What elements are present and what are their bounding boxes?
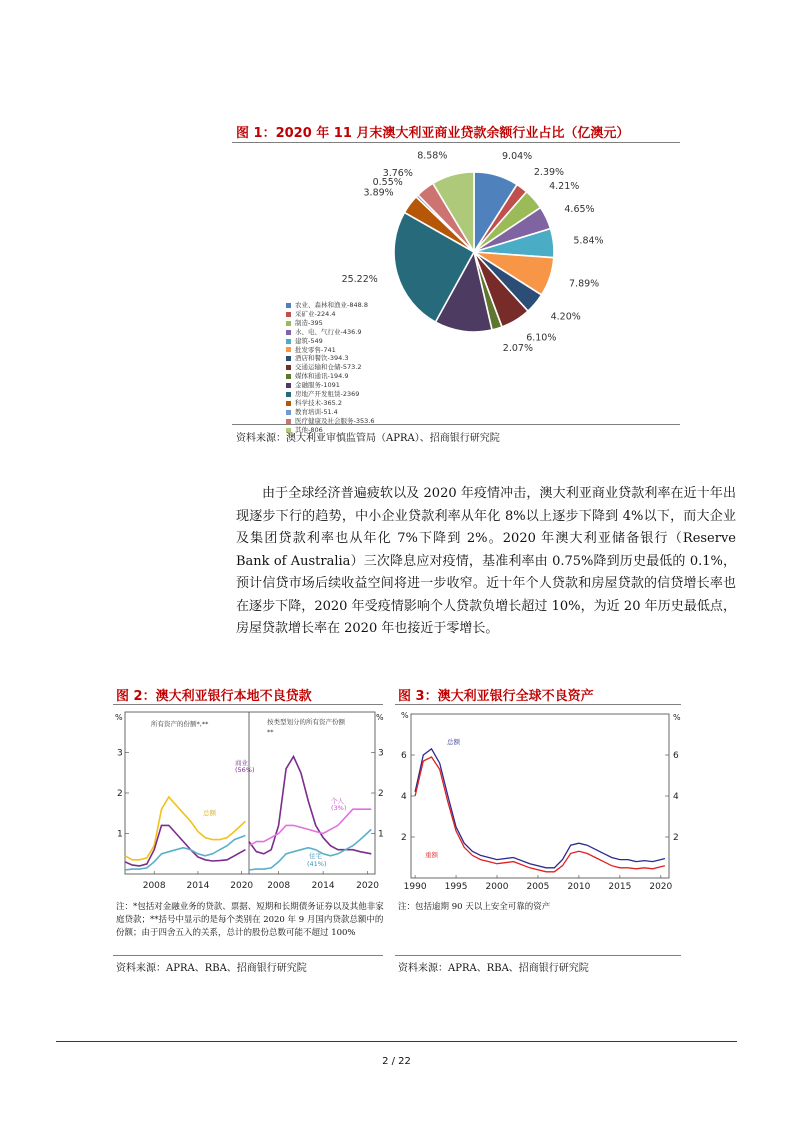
legend-item bbox=[286, 381, 374, 390]
figure2-source: 资料来源：APRA、RBA、招商银行研究院 bbox=[116, 963, 307, 974]
pie-pct-label: 5.84% bbox=[573, 235, 604, 247]
y-tick-label: 6 bbox=[401, 751, 407, 761]
pie-pct-label: 9.04% bbox=[502, 151, 533, 162]
x-tick-label: 2000 bbox=[485, 882, 509, 892]
figure2-note: 注：*包括对金融业务的贷款、票据、短期和长期债务证券以及其他非家庭贷款；**括号中显示的是每个类别在 2020 年 9 月国内贷款总额中的份额；由于四舍五入的关系，总计的股份总数可能不超过 100% bbox=[116, 902, 384, 938]
legend-item bbox=[286, 319, 374, 328]
series-line bbox=[249, 809, 371, 846]
y-tick-label: 3 bbox=[378, 748, 384, 759]
legend-label: 房地产开发租赁-2369 bbox=[295, 390, 360, 399]
figure3-source: 资料来源：APRA、RBA、招商银行研究院 bbox=[398, 963, 589, 974]
legend-label: 建筑-549 bbox=[295, 336, 323, 345]
fig2-right-subtitle: 按类型划分的所有资产份额 bbox=[267, 718, 345, 726]
fig2-label-personal-share: (3%) bbox=[331, 804, 347, 812]
svg-text:%: % bbox=[401, 711, 409, 720]
figure3-bottom-rule bbox=[395, 955, 681, 956]
x-tick-label: 2014 bbox=[311, 881, 335, 891]
figure2-title: 图 2：澳大利亚银行本地不良贷款 bbox=[116, 689, 312, 704]
pie-pct-label: 6.10% bbox=[526, 332, 557, 344]
legend-swatch bbox=[286, 419, 291, 424]
figure1-title: 图 1：2020 年 11 月末澳大利亚商业贷款余额行业占比（亿澳元） bbox=[236, 126, 630, 141]
x-tick-label: 2020 bbox=[230, 881, 254, 891]
pie-pct-label: 2.39% bbox=[533, 167, 565, 178]
y-tick-label: 4 bbox=[401, 792, 407, 802]
y-tick-label: 2 bbox=[378, 789, 384, 799]
pie-pct-label: 25.22% bbox=[341, 274, 378, 286]
legend-label: 批发零售-741 bbox=[295, 345, 336, 354]
legend-item bbox=[286, 310, 374, 319]
x-tick-label: 2008 bbox=[142, 881, 166, 891]
pie-pct-label: 4.21% bbox=[549, 181, 580, 192]
pie-pct-label: 4.20% bbox=[550, 311, 581, 323]
legend-item bbox=[286, 363, 374, 372]
legend-swatch bbox=[286, 356, 291, 361]
figure1-legend bbox=[286, 301, 374, 435]
svg-text:%: % bbox=[673, 713, 681, 722]
legend-label: 采矿业-224.4 bbox=[295, 309, 336, 318]
fig2-label-commercial-share: (56%) bbox=[235, 766, 255, 774]
x-tick-label: 2008 bbox=[267, 881, 291, 891]
legend-item bbox=[286, 328, 374, 337]
x-tick-label: 2015 bbox=[608, 882, 632, 892]
legend-swatch bbox=[286, 303, 291, 308]
fig2-left-subtitle-mark: *,** bbox=[196, 720, 209, 728]
legend-label: 农业、森林和渔业-848.8 bbox=[295, 301, 368, 309]
page-number: 2 / 22 bbox=[382, 1056, 411, 1067]
x-tick-label: 2014 bbox=[186, 881, 210, 891]
fig2-left-subtitle: 所有资产的份额 bbox=[151, 720, 197, 728]
legend-swatch bbox=[286, 330, 291, 335]
fig2-right-subtitle-mark: ** bbox=[267, 728, 274, 736]
legend-swatch bbox=[286, 365, 291, 370]
legend-swatch bbox=[286, 347, 291, 352]
figure3-top-rule bbox=[395, 704, 681, 705]
svg-text:%: % bbox=[115, 713, 123, 722]
y-tick-label: 3 bbox=[117, 748, 123, 759]
series-line bbox=[125, 797, 245, 860]
legend-item bbox=[286, 399, 374, 408]
series-line bbox=[415, 749, 665, 868]
legend-swatch bbox=[286, 383, 291, 388]
figure3-line-chart bbox=[395, 706, 685, 898]
legend-label: 制造-395 bbox=[295, 318, 323, 327]
legend-swatch bbox=[286, 401, 291, 406]
x-tick-label: 2005 bbox=[526, 882, 550, 892]
legend-label: 科学技术-365.2 bbox=[295, 398, 342, 407]
legend-label: 酒店和餐饮-394.3 bbox=[295, 354, 349, 363]
y-tick-label: 1 bbox=[378, 829, 384, 840]
pie-pct-label: 4.65% bbox=[564, 204, 595, 216]
footer-rule bbox=[56, 1041, 737, 1042]
fig2-label-commercial: 商业 bbox=[235, 759, 248, 767]
y-tick-label: 2 bbox=[401, 833, 407, 843]
fig2-label-housing-share: (41%) bbox=[307, 860, 327, 868]
legend-swatch bbox=[286, 392, 291, 397]
figure2-top-rule bbox=[113, 704, 383, 705]
legend-item bbox=[286, 301, 374, 310]
legend-item bbox=[286, 390, 374, 399]
fig2-label-total: 总额 bbox=[203, 809, 216, 817]
pie-pct-label: 2.07% bbox=[502, 342, 533, 354]
legend-label: 媒体和通讯-194.9 bbox=[295, 372, 349, 381]
figure3-note: 注：包括逾期 90 天以上安全可靠的资产 bbox=[398, 902, 551, 912]
figure1-top-rule bbox=[232, 142, 680, 143]
svg-text:%: % bbox=[376, 713, 384, 722]
pie-pct-label: 7.89% bbox=[569, 278, 600, 290]
y-tick-label: 4 bbox=[673, 792, 679, 802]
x-tick-label: 1995 bbox=[444, 882, 468, 892]
legend-item bbox=[286, 354, 374, 363]
legend-label: 教育培训-51.4 bbox=[295, 407, 338, 416]
fig3-label-heavy: 重额 bbox=[425, 851, 438, 859]
y-tick-label: 2 bbox=[117, 789, 123, 799]
x-tick-label: 2020 bbox=[356, 881, 380, 891]
legend-swatch bbox=[286, 410, 291, 415]
figure2-bottom-rule bbox=[113, 955, 383, 956]
figure1-bottom-rule bbox=[232, 424, 680, 425]
figure2-line-chart bbox=[113, 708, 385, 900]
legend-swatch bbox=[286, 374, 291, 379]
legend-label: 交通运输和仓储-573.2 bbox=[295, 363, 362, 372]
legend-label: 医疗健康及社会服务-353.6 bbox=[295, 416, 375, 425]
svg-text:所有资产的份额*,** bbox=[151, 719, 209, 728]
pie-pct-label: 0.55% bbox=[372, 176, 403, 188]
legend-label: 水、电、气行业-436.9 bbox=[295, 327, 362, 336]
legend-label: 金融服务-1091 bbox=[295, 381, 340, 390]
figure3-title: 图 3：澳大利亚银行全球不良资产 bbox=[398, 689, 594, 704]
legend-swatch bbox=[286, 312, 291, 317]
y-tick-label: 1 bbox=[117, 829, 123, 840]
legend-label: 其他-806 bbox=[295, 425, 323, 434]
fig2-label-housing: 住宅 bbox=[309, 852, 322, 860]
legend-item bbox=[286, 372, 374, 381]
legend-item bbox=[286, 337, 374, 346]
pie-pct-label: 3.89% bbox=[363, 187, 394, 199]
y-tick-label: 2 bbox=[673, 833, 679, 843]
fig3-label-total: 总额 bbox=[447, 738, 460, 746]
legend-swatch bbox=[286, 321, 291, 326]
x-tick-label: 2020 bbox=[649, 882, 673, 892]
legend-swatch bbox=[286, 339, 291, 344]
legend-item bbox=[286, 408, 374, 417]
y-tick-label: 6 bbox=[673, 751, 679, 761]
pie-pct-label: 3.76% bbox=[382, 167, 413, 179]
figure1-source: 资料来源：澳大利亚审慎监管局（APRA）、招商银行研究院 bbox=[236, 433, 500, 444]
fig2-label-personal: 个人 bbox=[331, 797, 344, 805]
body-paragraph: 由于全球经济普遍疲软以及 2020 年疫情冲击，澳大利亚商业贷款利率在近十年出现逐步下行的趋势，中小企业贷款利率从年化 8%以上逐步下降到 4%以下，而大企业及集团贷款利率也从年化 7%下降到 2%。2020 年澳大利亚储备银行（Reserve Bank of Australia）三次降息应对疫情，基准利率由 0.75%降到历史最低的 0.1%，预计信贷市场后续收益空间将进一步收窄。近十年个人贷款和房屋贷款的信贷增长率也在逐步下降，2020 年受疫情影响个人贷款负增长超过 10%，为近 20 年历史最低点，房屋贷款增长率在 2020 年也接近于零增长。 bbox=[236, 486, 736, 636]
x-tick-label: 2010 bbox=[567, 882, 591, 892]
pie-pct-label: 8.58% bbox=[417, 150, 448, 162]
x-tick-label: 1990 bbox=[403, 882, 427, 892]
